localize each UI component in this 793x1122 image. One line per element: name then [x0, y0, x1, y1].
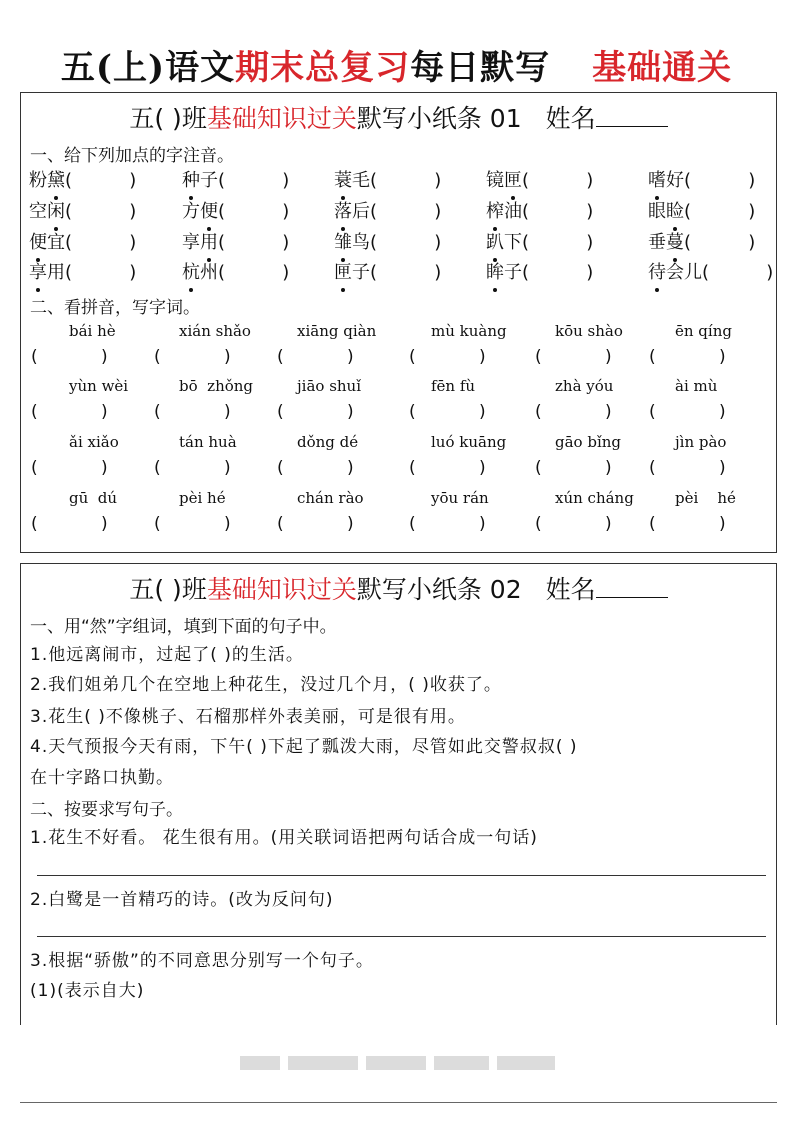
dotted-char: 蓑 [334, 166, 352, 192]
pinyin-item: pèi hé [675, 489, 736, 507]
title-highlight: 基础知识过关 [206, 104, 357, 133]
zi-text: 子 [352, 262, 370, 283]
title-part-3: 每日默写 [410, 48, 551, 88]
answer-paren[interactable]: ( ) [65, 262, 137, 283]
section-1-heading: 一、给下列加点的字注音。 [30, 146, 234, 166]
paren-right: ) [347, 402, 354, 422]
paren-right: ) [605, 514, 612, 534]
answer-paren[interactable]: ( ) [65, 232, 137, 253]
paren-left: ( [31, 347, 38, 367]
pinyin-item: yōu rán [431, 489, 489, 507]
pinyin-item: jìn pào [675, 433, 727, 451]
dotted-char: 黛 [47, 166, 65, 192]
sentence-4-continued: 在十字路口执勤。 [30, 768, 174, 788]
zi-row [29, 166, 774, 192]
name-blank[interactable] [596, 577, 668, 598]
page-bottom-rule [20, 1102, 777, 1103]
paren-left: ( [649, 347, 656, 367]
paren-right: ) [101, 347, 108, 367]
zi-item [334, 197, 441, 223]
sentence-4: 4.天气预报今天有雨，下午( )下起了瓢泼大雨，尽管如此交警叔叔( ) [30, 737, 578, 757]
paren-left: ( [277, 347, 284, 367]
title-class: 五( )班 [129, 575, 207, 604]
dotted-char: 待 [648, 258, 666, 284]
answer-box[interactable] [154, 347, 234, 367]
answer-box[interactable] [154, 402, 234, 422]
pinyin-item: chán rào [297, 489, 364, 507]
zi-item [29, 228, 136, 254]
dotted-char: 睑 [666, 197, 684, 223]
pinyin-row [29, 322, 774, 344]
answer-box[interactable] [31, 402, 111, 422]
dotted-char: 眸 [486, 258, 504, 284]
answer-row [29, 347, 774, 369]
dotted-char: 享 [29, 258, 47, 284]
answer-box[interactable] [277, 347, 357, 367]
pinyin-item: bō zhǒng [179, 377, 254, 395]
question-3-part-1: (1)(表示自大) [30, 981, 145, 1001]
zi-text: 好 [666, 170, 684, 191]
answer-paren[interactable]: ( ) [370, 170, 442, 191]
pinyin-item: ài mù [675, 377, 718, 395]
answer-paren[interactable]: ( ) [370, 262, 442, 283]
zi-item [486, 228, 593, 254]
pinyin-row [29, 377, 774, 399]
answer-box[interactable] [31, 347, 111, 367]
paren-right: ) [224, 514, 231, 534]
section-1-heading: 一、用“然”字组词，填到下面的句子中。 [30, 617, 337, 637]
pinyin-item: kōu shào [555, 322, 623, 340]
pinyin-item: gū dú [69, 489, 118, 507]
paren-right: ) [479, 402, 486, 422]
zi-item [486, 258, 593, 284]
blurred-footer [240, 1056, 555, 1070]
pinyin-item: yùn wèi [69, 377, 129, 395]
paren-right: ) [101, 402, 108, 422]
paren-left: ( [409, 514, 416, 534]
zi-item [182, 166, 289, 192]
pinyin-item: pèi hé [179, 489, 226, 507]
pinyin-item: bái hè [69, 322, 116, 340]
zi-item [486, 197, 593, 223]
paren-left: ( [154, 458, 161, 478]
paren-right: ) [479, 347, 486, 367]
answer-box[interactable] [409, 514, 489, 534]
answer-box[interactable] [277, 402, 357, 422]
paren-left: ( [535, 514, 542, 534]
answer-paren[interactable]: ( ) [65, 170, 137, 191]
paren-left: ( [154, 514, 161, 534]
sentence-3: 3.花生( )不像桃子、石榴那样外表美丽，可是很有用。 [30, 707, 466, 727]
answer-box[interactable] [535, 514, 615, 534]
zi-item [648, 166, 755, 192]
section-2-heading: 二、看拼音，写字词。 [30, 298, 200, 318]
pinyin-item: jiāo shuǐ [297, 377, 362, 395]
paren-left: ( [277, 458, 284, 478]
name-label: 姓名 [545, 575, 596, 604]
zi-item [29, 197, 136, 223]
paren-left: ( [277, 402, 284, 422]
paren-right: ) [347, 514, 354, 534]
answer-paren[interactable]: ( ) [370, 232, 442, 253]
zi-text: 眼 [648, 201, 666, 222]
paren-left: ( [154, 402, 161, 422]
paren-left: ( [409, 458, 416, 478]
zi-item [648, 258, 773, 284]
paren-left: ( [277, 514, 284, 534]
answer-paren[interactable]: ( ) [522, 170, 594, 191]
zi-item [29, 258, 136, 284]
zi-text: 州 [200, 262, 218, 283]
paren-left: ( [409, 402, 416, 422]
answer-box[interactable] [154, 514, 234, 534]
pinyin-item: ǎi xiǎo [69, 433, 119, 451]
zi-text: 粉 [29, 170, 47, 191]
zi-text: 油 [504, 201, 522, 222]
zi-item [182, 197, 289, 223]
name-blank[interactable] [596, 106, 668, 127]
title-number: 默写小纸条 02 [356, 575, 522, 604]
zi-row [29, 228, 774, 254]
worksheet-01 [20, 92, 777, 553]
dotted-char: 便 [29, 228, 47, 254]
answer-box[interactable] [409, 347, 489, 367]
answer-box[interactable] [31, 458, 111, 478]
question-2: 2.白鹭是一首精巧的诗。(改为反问句) [30, 890, 334, 910]
paren-right: ) [101, 514, 108, 534]
worksheet-02 [20, 563, 777, 1025]
paren-right: ) [347, 347, 354, 367]
pinyin-item: zhà yóu [555, 377, 614, 395]
answer-paren[interactable]: ( ) [218, 232, 290, 253]
title-part-1: 五(上)语文 [60, 48, 236, 88]
zi-text: 享 [182, 232, 200, 253]
answer-paren[interactable]: ( ) [522, 201, 594, 222]
zi-item [182, 228, 289, 254]
sheet-title [21, 570, 776, 606]
paren-right: ) [605, 347, 612, 367]
answer-box[interactable] [277, 458, 357, 478]
paren-left: ( [535, 347, 542, 367]
dotted-char: 蔓 [666, 228, 684, 254]
paren-left: ( [535, 458, 542, 478]
answer-paren[interactable]: ( ) [370, 201, 442, 222]
zi-text: 种 [182, 166, 200, 192]
pinyin-item: dǒng dé [297, 433, 359, 451]
sentence-2: 2.我们姐弟几个在空地上种花生，没过几个月，( )收获了。 [30, 675, 502, 695]
answer-paren[interactable]: ( ) [684, 201, 756, 222]
zi-text: 方 [182, 201, 200, 222]
paren-right: ) [719, 347, 726, 367]
pinyin-item: gāo bǐng [555, 433, 622, 451]
dotted-char: 榨 [486, 197, 504, 223]
question-3: 3.根据“骄傲”的不同意思分别写一个句子。 [30, 951, 374, 971]
answer-row [29, 514, 774, 536]
zi-item [334, 166, 441, 192]
answer-paren[interactable]: ( ) [684, 232, 756, 253]
pinyin-row [29, 433, 774, 455]
pinyin-item: luó kuāng [431, 433, 507, 451]
answer-line-2[interactable] [37, 936, 766, 937]
zi-text: 用 [47, 262, 65, 283]
pinyin-item: ēn qíng [675, 322, 732, 340]
zi-item [486, 166, 593, 192]
dotted-char: 匣 [334, 258, 352, 284]
answer-box[interactable] [409, 402, 489, 422]
pinyin-item: tán huà [179, 433, 237, 451]
answer-box[interactable] [535, 347, 615, 367]
answer-box[interactable] [649, 514, 729, 534]
zi-text: 下 [504, 232, 522, 253]
paren-right: ) [224, 458, 231, 478]
answer-paren[interactable]: ( ) [218, 201, 290, 222]
answer-row [29, 402, 774, 424]
answer-paren[interactable]: ( ) [702, 262, 774, 283]
paren-right: ) [719, 514, 726, 534]
paren-right: ) [101, 458, 108, 478]
answer-paren[interactable]: ( ) [522, 262, 594, 283]
answer-paren[interactable]: ( ) [218, 170, 290, 191]
zi-row [29, 258, 774, 284]
zi-text: 鸟 [352, 232, 370, 253]
paren-left: ( [649, 514, 656, 534]
zi-item [334, 228, 441, 254]
paren-left: ( [31, 458, 38, 478]
pinyin-item: xiāng qiàn [297, 322, 377, 340]
paren-left: ( [409, 347, 416, 367]
paren-right: ) [479, 458, 486, 478]
title-part-4: 基础通关 [592, 48, 733, 88]
zi-item [182, 258, 289, 284]
pinyin-item: fēn fù [431, 377, 476, 395]
paren-right: ) [605, 458, 612, 478]
zi-text: 后 [352, 201, 370, 222]
zi-row [29, 197, 774, 223]
paren-right: ) [347, 458, 354, 478]
paren-right: ) [719, 458, 726, 478]
answer-paren[interactable]: ( ) [218, 262, 290, 283]
answer-box[interactable] [535, 458, 615, 478]
dotted-char: 趴 [486, 228, 504, 254]
zi-item [648, 197, 755, 223]
pinyin-item: xún cháng [555, 489, 634, 507]
answer-line-1[interactable] [37, 875, 766, 876]
answer-box[interactable] [535, 402, 615, 422]
zi-item [29, 166, 136, 192]
answer-box[interactable] [649, 458, 729, 478]
paren-left: ( [31, 514, 38, 534]
paren-left: ( [31, 402, 38, 422]
pinyin-row [29, 489, 774, 511]
zi-text: 垂 [648, 232, 666, 253]
title-part-2: 期末总复习 [235, 48, 411, 88]
zi-item [334, 258, 441, 284]
dotted-char: 嗜 [648, 166, 666, 192]
zi-text: 子 [200, 170, 218, 191]
paren-right: ) [479, 514, 486, 534]
answer-row [29, 458, 774, 480]
dotted-char: 落 [334, 197, 352, 223]
paren-left: ( [535, 402, 542, 422]
name-label: 姓名 [545, 104, 596, 133]
dotted-char: 雏 [334, 228, 352, 254]
answer-box[interactable] [649, 402, 729, 422]
zi-text: 宜 [47, 232, 65, 253]
dotted-char: 闲 [47, 197, 65, 223]
zi-text: 会儿 [666, 262, 702, 283]
page-title [0, 40, 793, 89]
dotted-char: 便 [200, 197, 218, 223]
zi-text: 镜 [486, 170, 504, 191]
paren-left: ( [154, 347, 161, 367]
answer-paren[interactable]: ( ) [522, 232, 594, 253]
title-class: 五( )班 [129, 104, 207, 133]
sheet-title [21, 99, 776, 135]
zi-text: 子 [504, 262, 522, 283]
answer-paren[interactable]: ( ) [684, 170, 756, 191]
dotted-char: 匣 [504, 166, 522, 192]
section-2-heading: 二、按要求写句子。 [30, 800, 183, 820]
paren-right: ) [719, 402, 726, 422]
paren-right: ) [605, 402, 612, 422]
paren-right: ) [224, 402, 231, 422]
question-1: 1.花生不好看。 花生很有用。(用关联词语把两句话合成一句话) [30, 828, 538, 848]
answer-box[interactable] [649, 347, 729, 367]
title-highlight: 基础知识过关 [206, 575, 357, 604]
zi-text: 毛 [352, 170, 370, 191]
paren-left: ( [649, 402, 656, 422]
dotted-char: 杭 [182, 258, 200, 284]
paren-left: ( [649, 458, 656, 478]
pinyin-item: xián shǎo [179, 322, 251, 340]
answer-box[interactable] [31, 514, 111, 534]
pinyin-item: mù kuàng [431, 322, 507, 340]
dotted-char: 用 [200, 228, 218, 254]
zi-item [648, 228, 755, 254]
paren-right: ) [224, 347, 231, 367]
answer-box[interactable] [154, 458, 234, 478]
sentence-1: 1.他远离闹市，过起了( )的生活。 [30, 645, 304, 665]
answer-box[interactable] [277, 514, 357, 534]
title-number: 默写小纸条 01 [356, 104, 522, 133]
zi-text: 空 [29, 201, 47, 222]
answer-paren[interactable]: ( ) [65, 201, 137, 222]
answer-box[interactable] [409, 458, 489, 478]
